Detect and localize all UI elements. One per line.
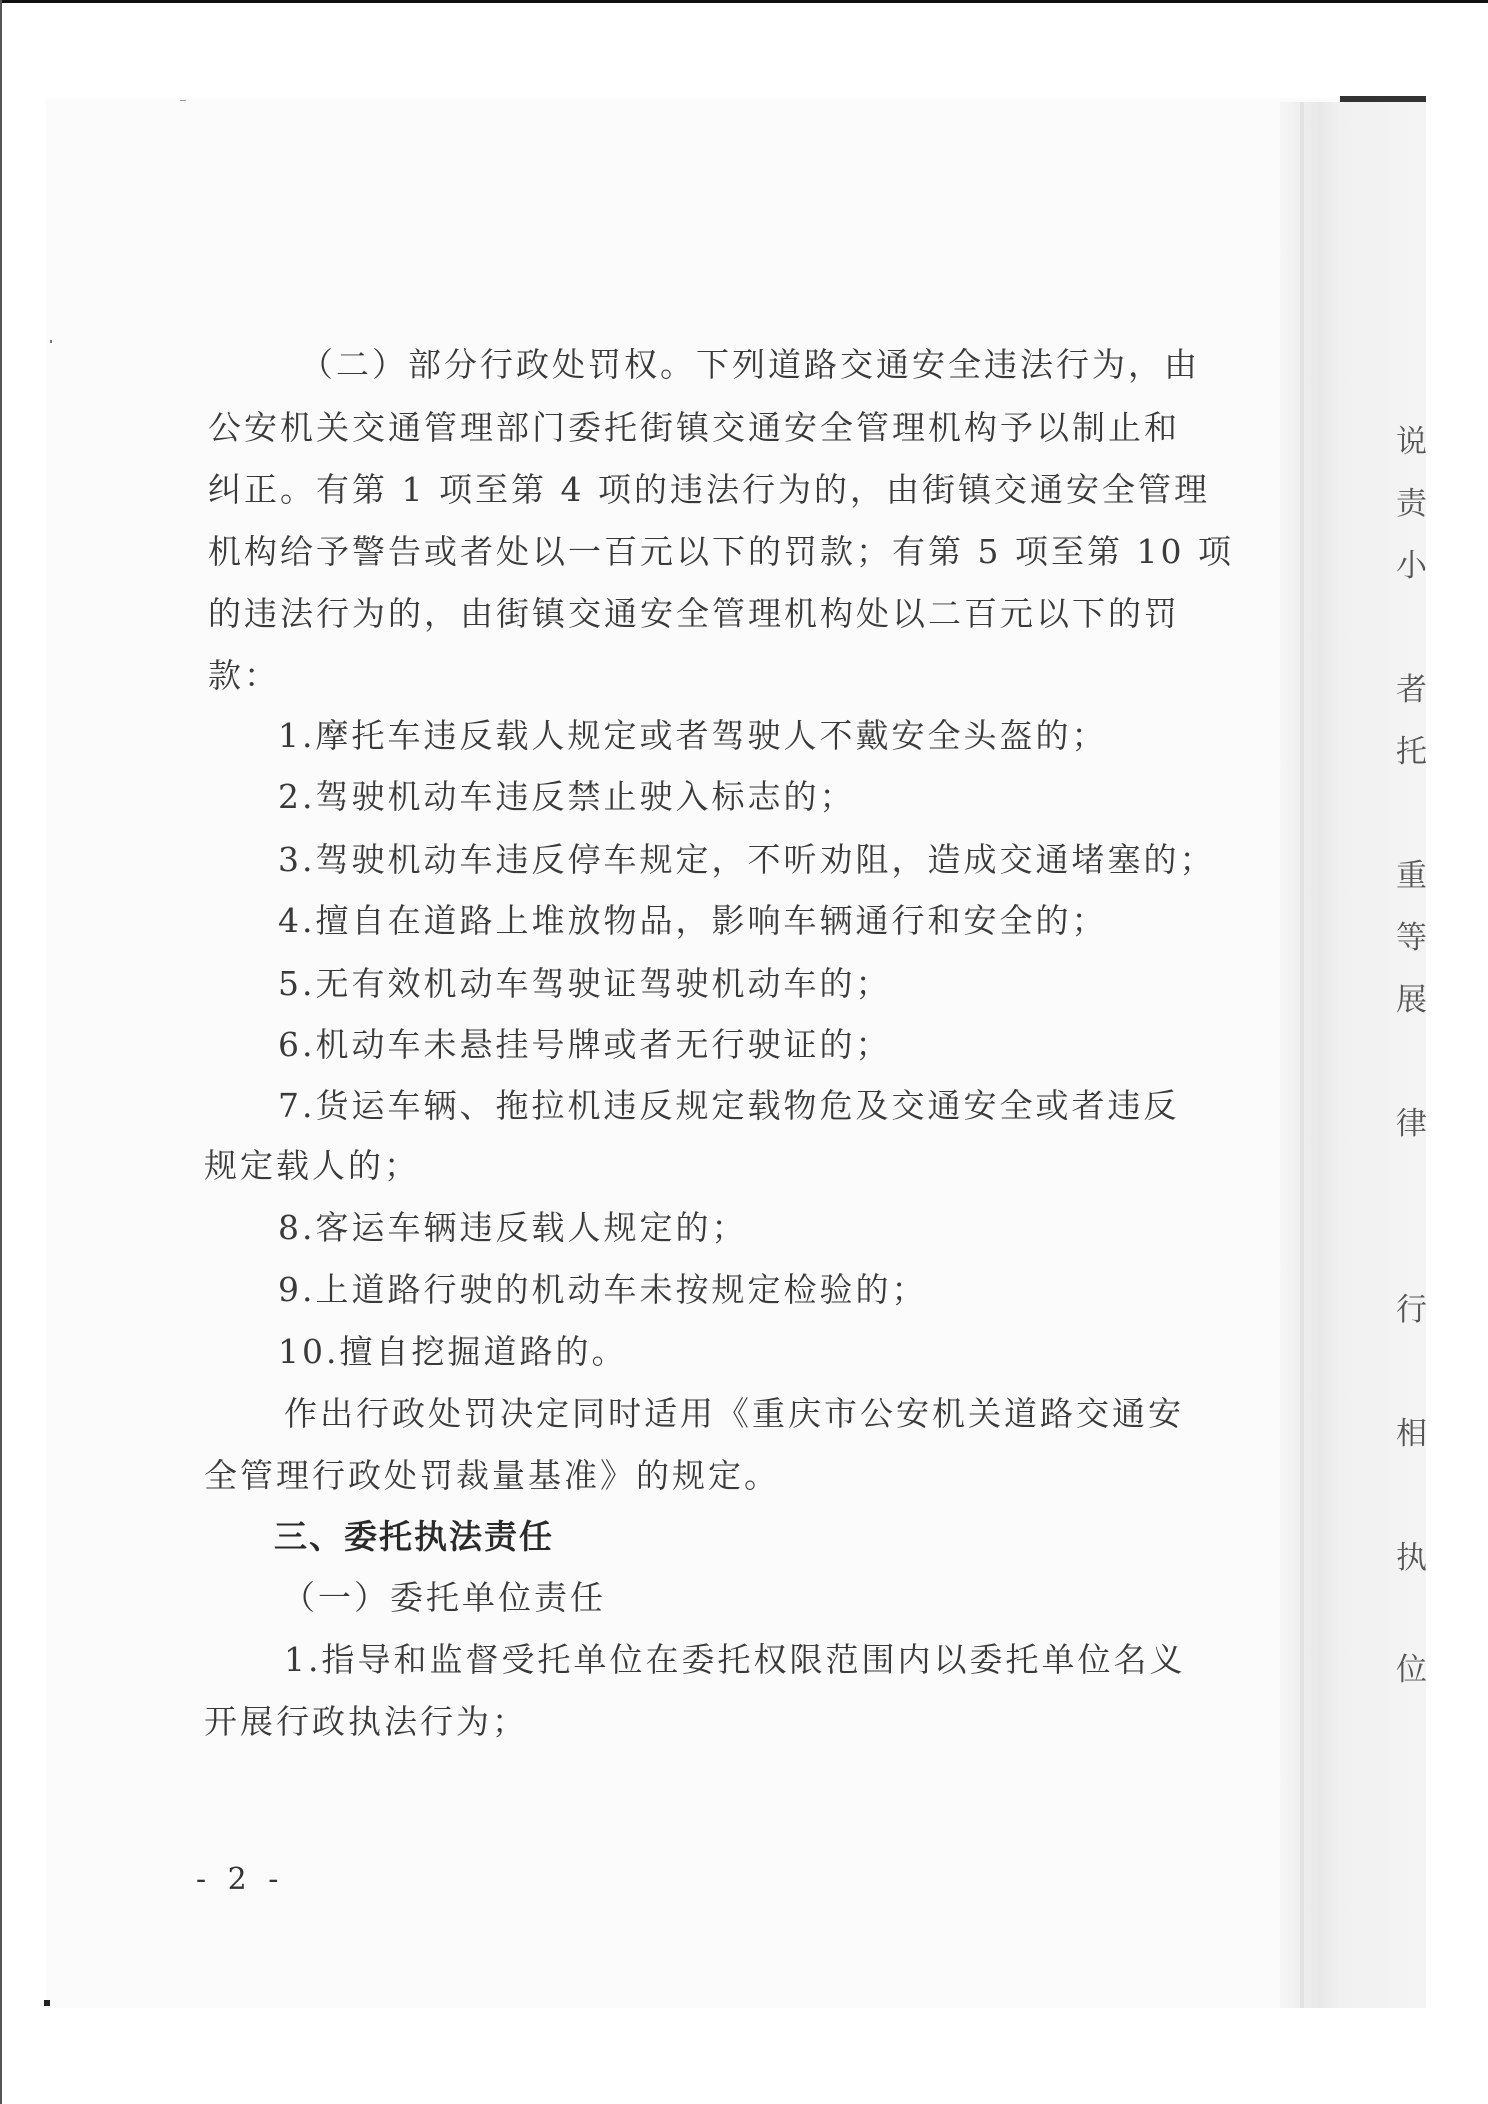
paragraph-line: 机构给予警告或者处以一百元以下的罚款；有第 5 项至第 10 项: [208, 532, 1234, 571]
list-item: 6.机动车未悬挂号牌或者无行驶证的；: [278, 1025, 892, 1064]
paragraph-line: 作出行政处罚决定同时适用《重庆市公安机关道路交通安: [284, 1394, 1184, 1433]
list-item-continuation: 规定载人的；: [204, 1146, 420, 1185]
adjacent-page-char: 展: [1396, 982, 1427, 1018]
scan-speck: [50, 340, 52, 343]
page-number: - 2 -: [196, 1862, 285, 1897]
list-item: 9.上道路行驶的机动车未按规定检验的；: [278, 1270, 928, 1309]
adjacent-page-char: 执: [1396, 1540, 1427, 1576]
adjacent-page-char: 说: [1396, 424, 1427, 460]
subsection-heading: （一）委托单位责任: [282, 1578, 606, 1617]
adjacent-page-char: 律: [1396, 1106, 1427, 1142]
paragraph-line: （二）部分行政处罚权。下列道路交通安全违法行为，由: [300, 345, 1200, 384]
paragraph-line: 纠正。有第 1 项至第 4 项的违法行为的，由街镇交通安全管理: [208, 470, 1210, 509]
list-item: 5.无有效机动车驾驶证驾驶机动车的；: [278, 964, 892, 1003]
list-item: 10.擅自挖掘道路的。: [278, 1332, 628, 1371]
paragraph-line: 的违法行为的，由街镇交通安全管理机构处以二百元以下的罚: [208, 594, 1180, 633]
list-item: 4.擅自在道路上堆放物品，影响车辆通行和安全的；: [278, 901, 1108, 940]
adjacent-page-char: 等: [1396, 920, 1427, 956]
list-item: 3.驾驶机动车违反停车规定，不听劝阻，造成交通堵塞的；: [278, 840, 1216, 879]
scan-top-border: [0, 0, 1488, 3]
paragraph-line: 公安机关交通管理部门委托街镇交通安全管理机构予以制止和: [208, 408, 1180, 447]
adjacent-page-char: 托: [1396, 734, 1427, 770]
paragraph-line: 开展行政执法行为；: [204, 1702, 528, 1741]
paragraph-line: 款：: [208, 656, 280, 695]
list-item: 7.货运车辆、拖拉机违反规定载物危及交通安全或者违反: [278, 1086, 1180, 1125]
adjacent-page-char: 位: [1396, 1652, 1427, 1688]
adjacent-page-char: 相: [1396, 1416, 1427, 1452]
adjacent-page-char: 小: [1396, 548, 1427, 584]
adjacent-page-char: 行: [1396, 1292, 1427, 1328]
list-item: 8.客运车辆违反载人规定的；: [278, 1208, 748, 1247]
scan-left-border: [0, 0, 2, 2104]
list-item: 2.驾驶机动车违反禁止驶入标志的；: [278, 777, 856, 816]
page-fold-edge: [1300, 102, 1304, 2008]
adjacent-page-char: 责: [1396, 486, 1427, 522]
paragraph-line: 全管理行政处罚裁量基准》的规定。: [204, 1456, 780, 1495]
list-item: 1.摩托车违反载人规定或者驾驶人不戴安全头盔的；: [278, 716, 1108, 755]
scan-speck: [44, 2000, 50, 2006]
scan-speck: [180, 100, 186, 101]
adjacent-page-char: 重: [1396, 858, 1427, 894]
paragraph-line: 1.指导和监督受托单位在委托权限范围内以委托单位名义: [284, 1640, 1186, 1679]
section-heading: 三、委托执法责任: [274, 1517, 554, 1556]
adjacent-page-char: 者: [1396, 672, 1427, 708]
